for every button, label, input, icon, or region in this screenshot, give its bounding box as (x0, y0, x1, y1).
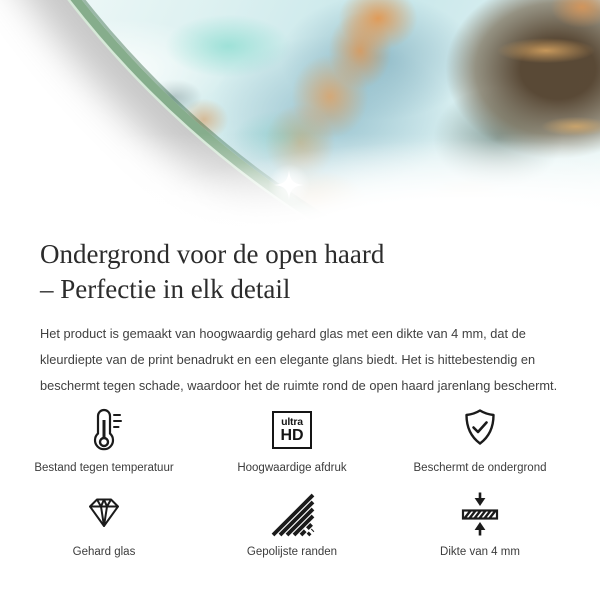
feature-label: Hoogwaardige afdruk (237, 462, 347, 474)
feature-temperature (10, 406, 198, 474)
feature-grid (0, 406, 600, 558)
polished-edges-icon (268, 490, 316, 538)
sparkle-glint-icon (268, 164, 310, 206)
feature-tempered-glass (10, 490, 198, 558)
feature-label: Beschermt de ondergrond (413, 462, 547, 474)
product-description: Het product is gemaakt van hoogwaardig gehard glas met een dikte van 4 mm, dat de kleurdiepte van de print benadrukt en een elegante glans biedt. Het is hittebestendig en beschermt tegen schade, waardoor het de ruimte rond de open haard jarenlang beschermt. (40, 326, 558, 393)
title-line-2: – Perfectie in elk detail (40, 274, 291, 304)
feature-protection (386, 406, 574, 474)
feature-label: Dikte van 4 mm (440, 546, 520, 558)
product-hero-image (0, 0, 600, 230)
shield-check-icon (456, 406, 504, 454)
content-section (0, 237, 600, 399)
thermometer-icon (80, 406, 128, 454)
page-title (40, 237, 560, 307)
ultra-hd-top-text: ultra (281, 416, 303, 428)
feature-label: Gehard glas (72, 546, 136, 558)
feature-label: Gepolijste randen (246, 546, 338, 558)
title-line-1: Ondergrond voor de open haard (40, 239, 385, 269)
diamond-icon (80, 490, 128, 538)
feature-thickness (386, 490, 574, 558)
ultra-hd-bottom-text: HD (280, 427, 304, 444)
ultra-hd-icon (272, 406, 312, 454)
feature-print-quality (198, 406, 386, 474)
feature-label: Bestand tegen temperatuur (34, 462, 174, 474)
thickness-icon (456, 490, 504, 538)
feature-polished-edges (198, 490, 386, 558)
